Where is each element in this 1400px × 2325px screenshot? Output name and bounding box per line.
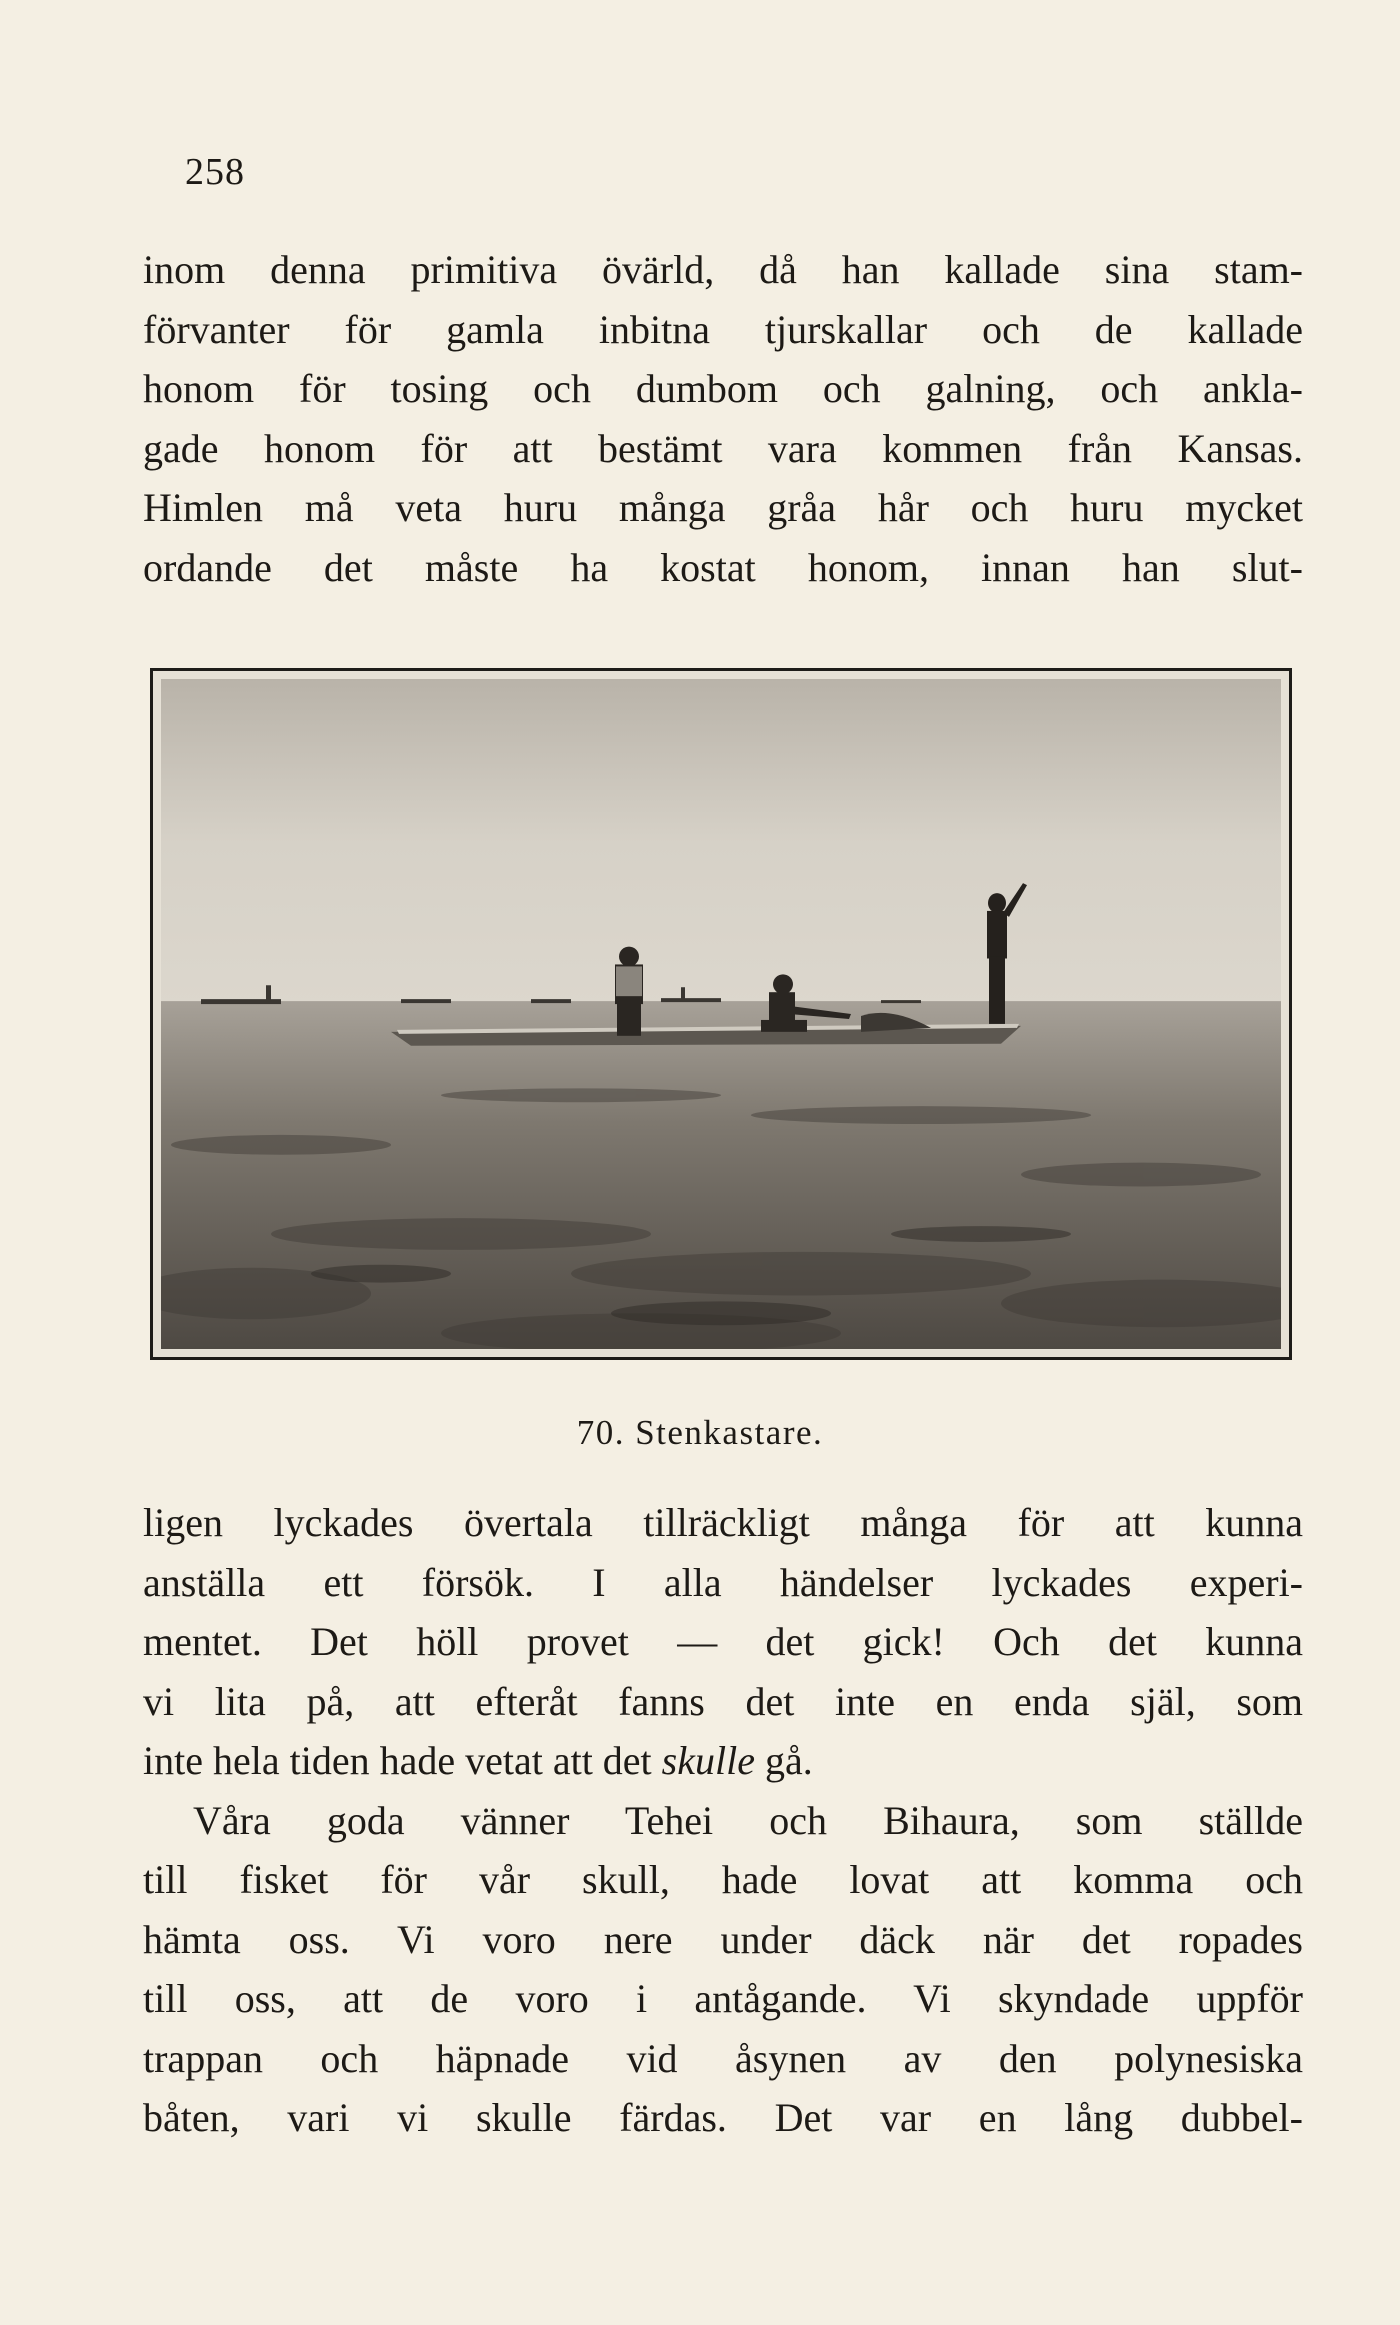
text-line: vi lita på, att efteråt fanns det inte en enda själ, som bbox=[143, 1678, 1303, 1724]
text-line: hämta oss. Vi voro nere under däck när det ropades bbox=[143, 1916, 1303, 1962]
body-paragraph bbox=[143, 1493, 1303, 2148]
text-line: Himlen må veta huru många gråa hår och huru mycket bbox=[143, 485, 1303, 530]
body-paragraph bbox=[143, 240, 1303, 597]
text-line: till fisket för vår skull, hade lovat att komma och bbox=[143, 1857, 1303, 1902]
emphasized-word: skulle bbox=[661, 1738, 755, 1783]
text-segment: gå. bbox=[754, 1738, 813, 1783]
text-line: anställa ett försök. I alla händelser lyckades experi- bbox=[143, 1559, 1303, 1605]
text-line: till oss, att de voro i antågande. Vi skyndade uppför bbox=[143, 1976, 1303, 2021]
photo-figure bbox=[150, 668, 1292, 1360]
text-line: ordande det måste ha kostat honom, innan han slut- bbox=[143, 544, 1303, 590]
text-line: förvanter för gamla inbitna tjurskallar och de kallade bbox=[143, 306, 1303, 352]
text-line: Våra goda vänner Tehei och Bihaura, som ställde bbox=[193, 1797, 1303, 1843]
text-line: trappan och häpnade vid åsynen av den polynesiska bbox=[143, 2035, 1303, 2081]
text-line: honom för tosing och dumbom och galning, och ankla- bbox=[143, 366, 1303, 411]
page-number: 258 bbox=[185, 151, 245, 193]
text-line: mentet. Det höll provet — det gick! Och det kunna bbox=[143, 1619, 1303, 1664]
text-line: båten, vari vi skulle färdas. Det var en lång dubbel- bbox=[143, 2095, 1303, 2140]
text-line bbox=[143, 1731, 1303, 1791]
text-line: inom denna primitiva övärld, då han kallade sina stam- bbox=[143, 247, 1303, 292]
figure-caption: 70. Stenkastare. bbox=[576, 1413, 824, 1452]
text-line: ligen lyckades övertala tillräckligt många för att kunna bbox=[143, 1500, 1303, 1545]
text-line: gade honom för att bestämt vara kommen från Kansas. bbox=[143, 425, 1303, 471]
text-segment: inte hela tiden hade vetat att det bbox=[143, 1738, 662, 1783]
photograph-fishermen-canoe bbox=[161, 679, 1281, 1349]
